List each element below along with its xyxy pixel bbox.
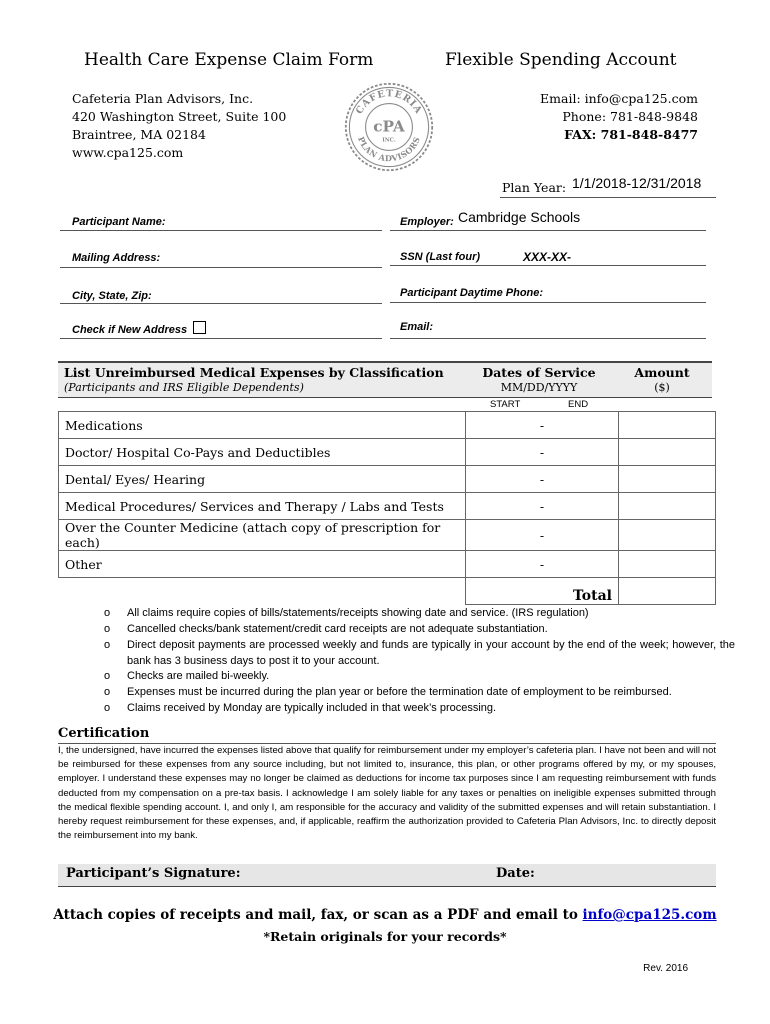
note-bullet: o [104,607,111,619]
email-field[interactable] [390,338,706,339]
expenses-table [58,411,716,605]
total-amount-field[interactable] [619,578,716,605]
amount-field-dental[interactable] [619,466,716,493]
dates-field-procedures[interactable]: - [466,493,619,520]
attach-instructions [0,907,770,923]
note-bullet: o [104,639,111,651]
table-row [59,520,716,551]
dates-field-otc[interactable]: - [466,520,619,551]
attach-text: Attach copies of receipts and mail, fax, or scan as a PDF and email to [53,907,583,923]
note-item: Checks are mailed bi-weekly. [127,670,270,682]
seal-top-text: CAFETERIA [353,88,425,117]
dates-field-other[interactable]: - [466,551,619,578]
seal-logo: cPA [373,117,405,136]
company-email[interactable]: Email: info@cpa125.com [540,91,698,106]
note-bullet: o [104,686,111,698]
plan-year-line [500,197,716,198]
note-bullet: o [104,623,111,635]
dates-heading: Dates of Service [482,365,596,380]
email-label: Email: [400,321,434,333]
account-title: Flexible Spending Account [445,50,677,70]
company-street: 420 Washington Street, Suite 100 [72,109,287,124]
participant-name-label: Participant Name: [72,216,166,228]
date-label: Date: [496,866,535,881]
expenses-subheading: (Participants and IRS Eligible Dependents) [64,381,304,394]
form-title: Health Care Expense Claim Form [84,50,374,70]
expenses-heading: List Unreimbursed Medical Expenses by Classification [64,365,444,380]
amount-field-other[interactable] [619,551,716,578]
plan-year-label: Plan Year: [502,180,567,195]
plan-year-value[interactable]: 1/1/2018-12/31/2018 [572,175,702,191]
new-address-line [60,338,382,339]
mailing-address-label: Mailing Address: [72,252,161,264]
amount-field-copays[interactable] [619,439,716,466]
amount-field-procedures[interactable] [619,493,716,520]
certification-text: I, the undersigned, have incurred the expenses listed above that qualify for reimbursement under my employer’s cafeteria plan. I have not been and will not be reimbursed for these expenses from any source including, but not limited to, insurance, this plan, or other programs offered by my, or my spouses, employer. I understand these expenses may no longer be claimed as deductions for income tax purposes since I am requesting reimbursement with funds deducted from my compensation on a pre-tax basis. I acknowledge I am solely liable for any taxes or penalties on ineligible expenses submitted through the medical flexible spending account. I, and only I, am responsible for the accuracy and validity of the submitted expenses and will retain substantiation. I hereby request reimbursement for these expenses, and, if applicable, reaffirm the authorization provided to Cafeteria Plan Advisors, Inc. to directly deposit the reimbursement into my bank. [58,745,716,842]
company-contact [540,90,698,144]
dates-field-copays[interactable]: - [466,439,619,466]
company-address [72,90,286,162]
ssn-value[interactable]: XXX-XX- [523,250,572,264]
company-fax: FAX: 781-848-8477 [564,127,698,142]
certification-heading: Certification [58,726,150,741]
revision: Rev. 2016 [643,963,688,974]
note-bullet: o [104,702,111,714]
participant-name-field[interactable] [60,230,382,231]
expenses-bottom-rule [58,397,712,398]
table-row [59,439,716,466]
seal-bottom-text: PLAN ADVISORS [355,135,423,164]
total-row [59,578,716,605]
date-field[interactable] [540,864,710,886]
employer-field-line [390,230,706,231]
amount-field-otc[interactable] [619,520,716,551]
company-phone: Phone: 781-848-9848 [562,109,698,124]
note-bullet: o [104,670,111,682]
end-label: END [568,399,589,410]
dates-format: MM/DD/YYYY [500,381,578,394]
amount-heading: Amount [634,365,690,380]
company-city: Braintree, MA 02184 [72,127,206,142]
start-label: START [490,399,521,410]
daytime-phone-field[interactable] [390,302,706,303]
note-item: Claims received by Monday are typically included in that week’s processing. [127,702,497,714]
row-label-other: Other [59,551,466,578]
employer-label: Employer: [400,216,454,228]
note-item: Expenses must be incurred during the plan year or before the termination date of employment to be reimbursed. [127,686,672,698]
note-item: Cancelled checks/bank statement/credit card receipts are not adequate substantiation. [127,623,548,635]
company-website[interactable]: www.cpa125.com [72,145,184,160]
ssn-field-line [390,265,706,266]
attach-email-link[interactable]: info@cpa125.com [582,907,717,923]
table-row [59,551,716,578]
row-label-procedures: Medical Procedures/ Services and Therapy / Labs and Tests [59,493,466,520]
dates-field-dental[interactable]: - [466,466,619,493]
city-state-zip-field[interactable] [60,303,382,304]
new-address-row [72,321,206,336]
note-item: All claims require copies of bills/statements/receipts showing date and service. (IRS regulation) [127,607,589,619]
dates-field-medications[interactable]: - [466,412,619,439]
cpa-seal-icon [344,82,434,172]
row-label-otc: Over the Counter Medicine (attach copy of prescription for each) [59,520,466,551]
total-label: Total [466,578,619,605]
note-item: Direct deposit payments are processed weekly and funds are typically in your account by the end of the week; however, the bank has 3 business days to post it to your account. [127,639,735,667]
row-label-dental: Dental/ Eyes/ Hearing [59,466,466,493]
city-state-zip-label: City, State, Zip: [72,290,152,302]
mailing-address-field[interactable] [60,267,382,268]
signature-field[interactable] [240,864,480,886]
new-address-checkbox[interactable] [193,321,206,334]
retain-originals: *Retain originals for your records* [263,929,507,944]
row-label-copays: Doctor/ Hospital Co-Pays and Deductibles [59,439,466,466]
daytime-phone-label: Participant Daytime Phone: [400,287,544,299]
amount-unit: ($) [654,381,670,394]
table-row [59,493,716,520]
signature-label: Participant’s Signature: [66,866,241,881]
seal-inc: INC. [382,137,396,144]
ssn-label: SSN (Last four) [400,251,481,263]
employer-value[interactable]: Cambridge Schools [458,209,581,225]
table-row [59,412,716,439]
table-row [59,466,716,493]
row-label-medications: Medications [59,412,466,439]
company-name: Cafeteria Plan Advisors, Inc. [72,91,254,106]
new-address-label: Check if New Address [72,324,188,336]
amount-field-medications[interactable] [619,412,716,439]
